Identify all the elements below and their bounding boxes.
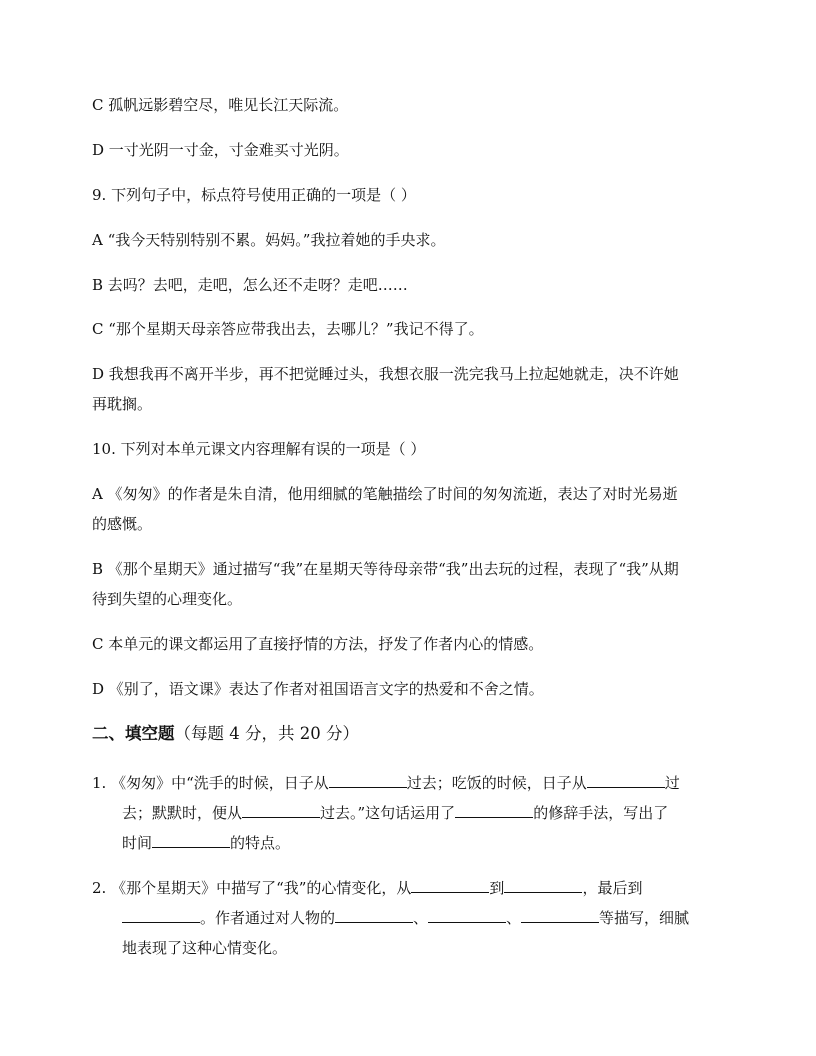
q10-option-c: C 本单元的课文都运用了直接抒情的方法，抒发了作者内心的情感。 [92,635,544,653]
q10-option-a-line2: 的感慨。 [92,515,153,533]
fill2-text: 、 [506,909,522,927]
q9-option-b: B 去吗？去吧，走吧，怎么还不走呀？走吧…… [92,276,408,294]
fill1-text: 过 [664,774,680,792]
fill1-line2 [122,802,752,824]
fill1-line3 [122,832,752,854]
q10-option-a-line1: A 《匆匆》的作者是朱自清，他用细腻的笔触描绘了时间的匆匆流逝，表达了对时光易逝 [92,485,678,503]
q9-option-a: A “我今天特别特别不累。妈妈。”我拉着她的手央求。 [92,231,446,249]
q8-option-d: D 一寸光阴一寸金，寸金难买寸光阴。 [92,141,349,159]
fill2-line2 [122,907,752,929]
answer-blank[interactable] [521,907,599,923]
q8-option-c: C 孤帆远影碧空尽，唯见长江天际流。 [92,96,349,114]
answer-blank[interactable] [122,907,200,923]
answer-blank[interactable] [242,802,320,818]
answer-blank[interactable] [504,877,582,893]
fill1-text: 过去。”这句话运用了 [320,804,456,822]
q9-option-d-line1: D 我想我再不离开半步，再不把觉睡过头，我想衣服一洗完我马上拉起她就走，决不许她 [92,365,679,383]
answer-blank[interactable] [587,772,665,788]
answer-blank[interactable] [335,907,413,923]
fill1-text: 过去；吃饭的时候，日子从 [406,774,587,792]
fill2-text: 等描写，细腻 [599,909,690,927]
q9-option-c: C “那个星期天母亲答应带我出去，去哪儿？”我记不得了。 [92,320,484,338]
section-heading [92,722,359,746]
fill1-line1 [92,772,722,794]
q10-stem: 10. 下列对本单元课文内容理解有误的一项是（ ） [92,440,426,458]
fill2-line3: 地表现了这种心情变化。 [122,939,288,957]
fill2-text: 2. 《那个星期天》中描写了“我”的心情变化，从 [92,879,412,897]
fill1-text: 1. 《匆匆》中“洗手的时候，日子从 [92,774,329,792]
section-title: 二、填空题 [92,724,175,743]
answer-blank[interactable] [411,877,489,893]
fill2-text: 。作者通过对人物的 [200,909,336,927]
fill1-text: 去；默默时，便从 [122,804,243,822]
q9-stem: 9. 下列句子中，标点符号使用正确的一项是（ ） [92,186,416,204]
answer-blank[interactable] [152,832,230,848]
q9-option-d-line2: 再耽搁。 [92,395,153,413]
answer-blank[interactable] [329,772,407,788]
q10-option-d: D 《别了，语文课》表达了作者对祖国语言文字的热爱和不舍之情。 [92,680,544,698]
fill2-text: 到 [489,879,505,897]
fill2-line1 [92,877,722,899]
section-note: （每题 4 分，共 20 分） [174,724,359,743]
fill1-text: 的修辞手法，写出了 [533,804,669,822]
fill1-text: 的特点。 [230,834,291,852]
q10-option-b-line1: B 《那个星期天》通过描写“我”在星期天等待母亲带“我”出去玩的过程，表现了“我”从期 [92,560,679,578]
fill2-text: ，最后到 [582,879,643,897]
q10-option-b-line2: 待到失望的心理变化。 [92,590,243,608]
answer-blank[interactable] [428,907,506,923]
fill2-text: 、 [413,909,429,927]
fill1-text: 时间 [122,834,153,852]
answer-blank[interactable] [455,802,533,818]
